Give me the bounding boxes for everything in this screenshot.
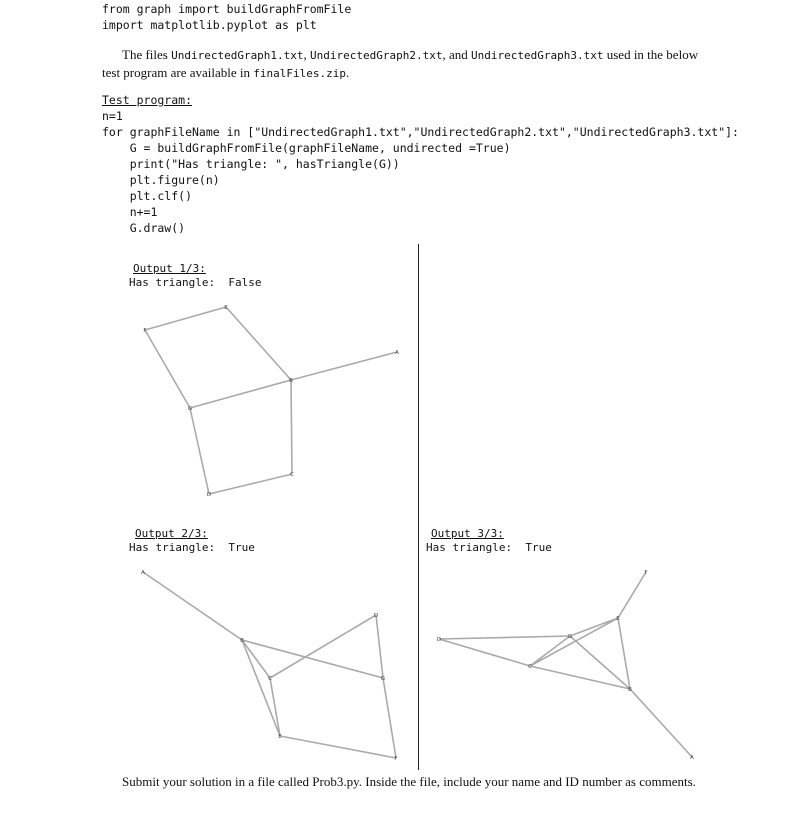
code-line: print("Has triangle: ", hasTriangle(G)) [102, 157, 400, 171]
intro-text-5: . [345, 65, 350, 80]
test-program-heading: Test program: [102, 93, 193, 107]
file-name-1: UndirectedGraph1.txt [171, 49, 304, 62]
graph-node-label: A [395, 350, 399, 356]
graph-edge-B-G [242, 640, 383, 678]
output-1-heading: Output 1/3: [133, 262, 206, 275]
graph-edge-E-G [570, 618, 618, 636]
graph-edge-B-C [291, 380, 292, 474]
graph-edge-D-G [373, 613, 383, 678]
graph-node-label: E [278, 734, 282, 740]
graph-edge-B-A [291, 352, 397, 380]
intro-text-4: used in the below test program are available in [102, 47, 699, 80]
graph-edge-C-D [270, 613, 379, 678]
intro-text-1: The files [122, 47, 172, 62]
graph-node-label: B [628, 687, 632, 693]
graph-node-label: D [436, 637, 442, 643]
graph-node-label: C [528, 664, 532, 670]
graph-edge-C-E [270, 678, 280, 736]
graph-node-label: G [380, 676, 386, 682]
graph-edge-F-E [145, 307, 226, 330]
closing-paragraph: Submit your solution in a file called Prob3.py. Inside the file, include your name and ID number as comments. [122, 774, 696, 789]
graph-1 [143, 305, 399, 498]
graph-node-label: G [567, 634, 573, 640]
graph-edge-B-E [242, 640, 280, 736]
graph-node-label: C [268, 676, 272, 682]
graph-node-label: F [394, 756, 398, 762]
import-line-1: from graph import buildGraphFromFile [102, 2, 352, 16]
graph-node-label: A [690, 755, 694, 761]
code-line: n+=1 [102, 205, 158, 219]
intro-text-2: , [303, 47, 311, 62]
graph-edge-B-A [630, 689, 692, 757]
graph-edge-E-B [618, 618, 630, 689]
graph-node-label: G [187, 406, 193, 412]
graph-3 [437, 570, 694, 761]
graph-node-label: F [143, 328, 147, 334]
graph-node-label: D [206, 492, 212, 498]
output-3-heading: Output 3/3: [431, 527, 504, 540]
has-triangle-value: True [228, 541, 255, 554]
has-triangle-label: Has triangle: [426, 541, 513, 554]
has-triangle-value: True [525, 541, 552, 554]
import-line-2: import matplotlib.pyplot as plt [102, 18, 317, 32]
graph-edge-A-B [143, 572, 242, 640]
intro-text-3: , and [442, 47, 472, 62]
graph-edge-G-C [530, 634, 573, 666]
graph-edge-D-C [436, 637, 530, 666]
output-2-heading: Output 2/3: [135, 527, 208, 540]
graph-edge-E-B [226, 307, 291, 380]
graph-2 [141, 570, 397, 762]
graph-edge-G-D [187, 406, 209, 494]
file-name-2: UndirectedGraph2.txt [310, 49, 443, 62]
graph-edge-G-F [380, 676, 396, 758]
has-triangle-label: Has triangle: [129, 276, 216, 289]
code-line: plt.figure(n) [102, 173, 220, 187]
graph-edge-E-C [530, 618, 618, 666]
graph-node-label: B [289, 378, 293, 384]
graph-node-label: B [240, 638, 244, 644]
file-name-3: UndirectedGraph3.txt [471, 49, 604, 62]
has-triangle-value: False [228, 276, 262, 289]
graph-edge-B-G [190, 380, 291, 408]
graph-node-label: F [644, 570, 648, 576]
graph-edge-F-G [145, 330, 190, 408]
graph-edge-E-F [280, 736, 396, 758]
code-line: plt.clf() [102, 189, 193, 203]
zip-file-name: finalFiles.zip [253, 67, 346, 80]
code-line: n=1 [102, 109, 123, 123]
graph-node-label: E [224, 305, 228, 311]
code-line: G.draw() [102, 221, 186, 235]
graph-node-label: E [616, 616, 620, 622]
graph-edge-C-B [530, 666, 630, 689]
graph-edge-F-E [618, 572, 646, 618]
graph-edge-D-C [209, 474, 292, 494]
graph-edge-G-B [567, 634, 630, 689]
graph-edge-D-G [439, 634, 573, 640]
graph-node-label: A [141, 570, 145, 576]
graph-node-label: D [373, 613, 379, 619]
has-triangle-label: Has triangle: [129, 541, 216, 554]
graph-node-label: C [290, 472, 294, 478]
code-line: G = buildGraphFromFile(graphFileName, undirected =True) [102, 141, 511, 155]
code-line: for graphFileName in ["UndirectedGraph1.txt","UndirectedGraph2.txt","UndirectedGraph3.txt"]: [102, 125, 739, 139]
